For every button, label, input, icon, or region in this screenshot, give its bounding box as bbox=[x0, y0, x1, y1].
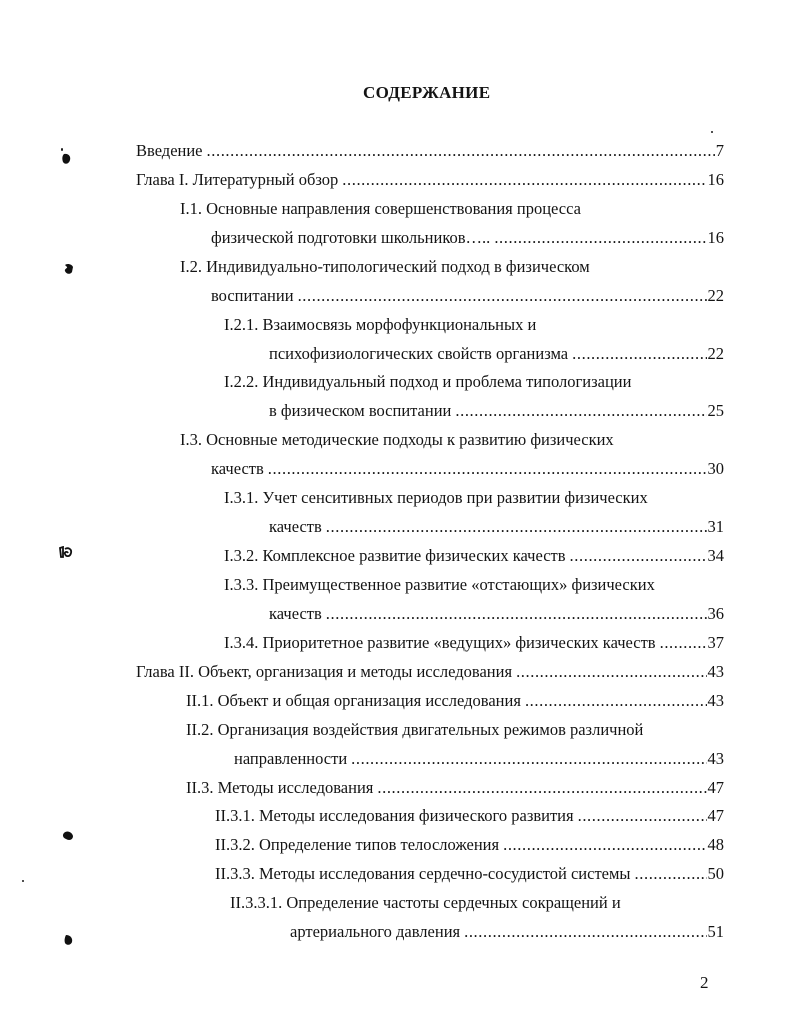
toc-entry-text: II.3.3.1. Определение частоты сердечных сокращений и bbox=[230, 893, 621, 912]
toc-entry-text: I.3.1. Учет сенситивных периодов при развитии физических bbox=[224, 488, 648, 507]
toc-entry bbox=[224, 487, 724, 509]
toc-entry-text: воспитании bbox=[211, 286, 294, 305]
toc-entry-page: 50 bbox=[707, 864, 724, 883]
toc-entry-page: 22 bbox=[707, 344, 724, 363]
toc-entry-text: I.3.3. Преимущественное развитие «отстающих» физических bbox=[224, 575, 655, 594]
toc-entry bbox=[290, 921, 724, 943]
leader-dots bbox=[455, 400, 706, 422]
scan-artifact-icon bbox=[62, 830, 74, 842]
leader-dots bbox=[578, 805, 707, 827]
scan-speck bbox=[711, 131, 713, 133]
toc-entry-page: 43 bbox=[707, 691, 724, 710]
toc-entry bbox=[180, 429, 724, 451]
leader-dots bbox=[494, 227, 706, 249]
toc-entry-text: I.2. Индивидуально-типологический подход в физическом bbox=[180, 257, 590, 276]
leader-dots bbox=[516, 661, 706, 683]
toc-entry bbox=[136, 169, 724, 191]
scan-artifact-icon bbox=[62, 153, 72, 165]
toc-entry-text: качеств bbox=[269, 517, 322, 536]
toc-entry bbox=[224, 632, 724, 654]
leader-dots bbox=[207, 140, 715, 162]
leader-dots bbox=[326, 516, 707, 538]
toc-entry-text: артериального давления bbox=[290, 922, 461, 941]
toc-entry-page: 37 bbox=[707, 633, 724, 652]
toc-entry bbox=[211, 227, 724, 249]
leader-dots bbox=[572, 343, 706, 365]
toc-entry-page: 47 bbox=[707, 806, 724, 825]
toc-entry-text: I.2.1. Взаимосвязь морфофункциональных и bbox=[224, 315, 537, 334]
toc-entry-text: I.2.2. Индивидуальный подход и проблема типологизации bbox=[224, 372, 632, 391]
toc-entry-text: I.3. Основные методические подходы к развитию физических bbox=[180, 430, 614, 449]
toc-entry-page: 43 bbox=[707, 662, 724, 681]
toc-entry-text: качеств bbox=[211, 459, 264, 478]
toc-entry-page: 31 bbox=[707, 517, 724, 536]
leader-dots bbox=[268, 458, 707, 480]
toc-entry-page: 30 bbox=[707, 459, 724, 478]
toc-entry bbox=[136, 140, 724, 162]
toc-entry bbox=[224, 574, 724, 596]
toc-entry-page: 34 bbox=[707, 546, 724, 565]
leader-dots bbox=[503, 834, 706, 856]
scan-artifact-icon bbox=[64, 263, 74, 275]
toc-entry bbox=[180, 198, 724, 220]
toc-entry bbox=[215, 805, 724, 827]
toc-entry-page: 25 bbox=[707, 401, 724, 420]
toc-entry bbox=[215, 863, 724, 885]
toc-entry bbox=[186, 719, 724, 741]
page-title: СОДЕРЖАНИЕ bbox=[363, 83, 491, 102]
leader-dots bbox=[342, 169, 706, 191]
toc-entry bbox=[180, 256, 724, 278]
toc-entry-text: II.3.2. Определение типов телосложения bbox=[215, 835, 500, 854]
toc-entry-text: в физическом воспитании bbox=[269, 401, 452, 420]
toc-entry-text: II.3.1. Методы исследования физического развития bbox=[215, 806, 574, 825]
toc-entry bbox=[234, 748, 724, 770]
leader-dots bbox=[298, 285, 707, 307]
toc-entry-page: 43 bbox=[707, 749, 724, 768]
toc-entry bbox=[269, 603, 724, 625]
scan-artifact-icon bbox=[64, 934, 74, 946]
toc-entry bbox=[136, 661, 724, 683]
toc-entry-text: II.1. Объект и общая организация исследования bbox=[186, 691, 521, 710]
scan-speck bbox=[22, 880, 24, 882]
toc-entry-text: I.1. Основные направления совершенствования процесса bbox=[180, 199, 581, 218]
toc-entry-page: 16 bbox=[707, 228, 724, 247]
toc-entry-page: 22 bbox=[707, 286, 724, 305]
toc-entry-text: Глава I. Литературный обзор bbox=[136, 170, 339, 189]
leader-dots bbox=[377, 777, 706, 799]
page-number: 2 bbox=[700, 973, 709, 992]
toc-entry-text: II.3.3. Методы исследования сердечно-сосудистой системы bbox=[215, 864, 631, 883]
leader-dots bbox=[660, 632, 707, 654]
toc-entry-page: 16 bbox=[707, 170, 724, 189]
toc-entry bbox=[269, 400, 724, 422]
toc-entry bbox=[224, 314, 724, 336]
toc-entry bbox=[224, 545, 724, 567]
toc-entry-text: направленности bbox=[234, 749, 348, 768]
toc-entry-text: I.3.4. Приоритетное развитие «ведущих» физических качеств bbox=[224, 633, 656, 652]
leader-dots bbox=[570, 545, 707, 567]
toc-entry bbox=[211, 458, 724, 480]
toc-entry-text: II.2. Организация воздействия двигательных режимов различной bbox=[186, 720, 644, 739]
toc-entry bbox=[230, 892, 724, 914]
leader-dots bbox=[351, 748, 706, 770]
leader-dots bbox=[326, 603, 707, 625]
toc-entry bbox=[186, 690, 724, 712]
toc-entry-page: 36 bbox=[707, 604, 724, 623]
toc-entry-page: 51 bbox=[707, 922, 724, 941]
toc-entry bbox=[269, 516, 724, 538]
toc-entry bbox=[211, 285, 724, 307]
toc-entry bbox=[215, 834, 724, 856]
scan-speck bbox=[61, 148, 63, 151]
toc-entry bbox=[224, 371, 724, 393]
leader-dots bbox=[525, 690, 707, 712]
toc-entry-text: психофизиологических свойств организма bbox=[269, 344, 569, 363]
leader-dots bbox=[464, 921, 706, 943]
toc-entry bbox=[186, 777, 724, 799]
toc-entry-text: I.3.2. Комплексное развитие физических качеств bbox=[224, 546, 566, 565]
toc-entry-page: 48 bbox=[707, 835, 724, 854]
toc-entry-page: 47 bbox=[707, 778, 724, 797]
toc-entry-text: Глава II. Объект, организация и методы исследования bbox=[136, 662, 513, 681]
toc-entry bbox=[269, 343, 724, 365]
toc-entry-page: 7 bbox=[715, 141, 724, 160]
toc-entry-text: физической подготовки школьников….. bbox=[211, 228, 491, 247]
leader-dots bbox=[635, 863, 707, 885]
toc-entry-text: II.3. Методы исследования bbox=[186, 778, 374, 797]
scan-artifact-icon bbox=[59, 546, 73, 558]
toc-entry-text: Введение bbox=[136, 141, 203, 160]
toc-entry-text: качеств bbox=[269, 604, 322, 623]
